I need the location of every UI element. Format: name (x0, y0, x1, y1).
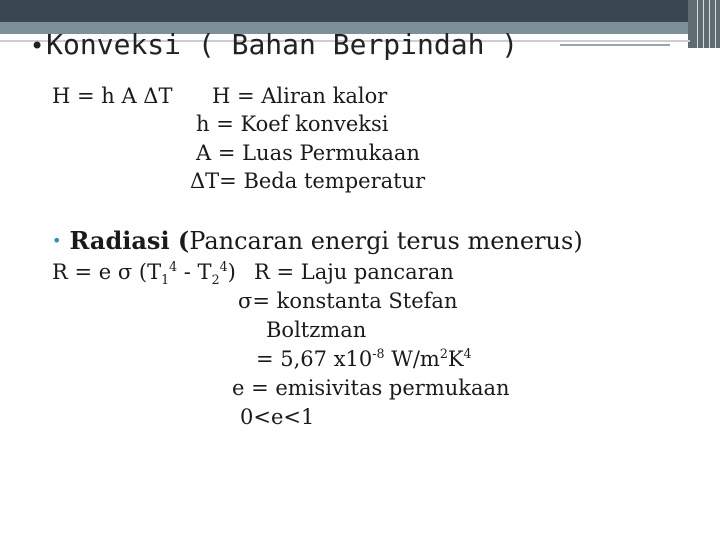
radiasi-def-R: R = Laju pancaran (254, 260, 454, 284)
radiasi-def-sigma-cont: Boltzman (266, 318, 367, 342)
formula-sup2: 4 (219, 259, 228, 274)
formula-lhs: R = e σ (T (52, 260, 162, 284)
konveksi-def-A: A = Luas Permukaan (196, 141, 420, 165)
formula-sub1: 1 (161, 272, 170, 288)
konveksi-formula: H = h A ΔT (52, 84, 173, 108)
header-dark-bar (0, 0, 720, 22)
value-exponent: -8 (372, 346, 385, 361)
title-underline-accent (560, 44, 670, 46)
radiasi-constant-value (256, 347, 472, 371)
title-bullet: • (30, 32, 45, 60)
value-unit-k: K (447, 347, 464, 371)
radiasi-range: 0<e<1 (240, 405, 315, 429)
formula-sub2: 2 (211, 272, 220, 288)
radiasi-heading-paren: ( (169, 226, 190, 255)
formula-sup1: 4 (169, 259, 178, 274)
radiasi-heading-bold: Radiasi (69, 226, 170, 255)
value-unit-w: W/m (384, 347, 440, 371)
slide-title (30, 28, 518, 61)
radiasi-heading (52, 226, 583, 255)
radiasi-def-sigma: σ= konstanta Stefan (238, 289, 458, 313)
konveksi-def-dT: ΔT= Beda temperatur (190, 169, 426, 193)
corner-stripes (692, 0, 720, 48)
value-prefix: = 5,67 x10 (256, 347, 373, 371)
title-text: Konveksi ( Bahan Berpindah ) (46, 28, 519, 61)
formula-close: ) (227, 260, 236, 284)
radiasi-bullet: • (52, 231, 62, 250)
value-unit-m-exp: 2 (439, 346, 448, 361)
radiasi-heading-rest: Pancaran energi terus menerus) (189, 227, 583, 255)
konveksi-def-H: H = Aliran kalor (212, 84, 388, 108)
konveksi-def-h: h = Koef konveksi (196, 112, 389, 136)
value-unit-k-exp: 4 (463, 346, 472, 361)
radiasi-def-e: e = emisivitas permukaan (232, 376, 510, 400)
formula-mid: - T (177, 260, 212, 284)
radiasi-formula (52, 259, 236, 288)
